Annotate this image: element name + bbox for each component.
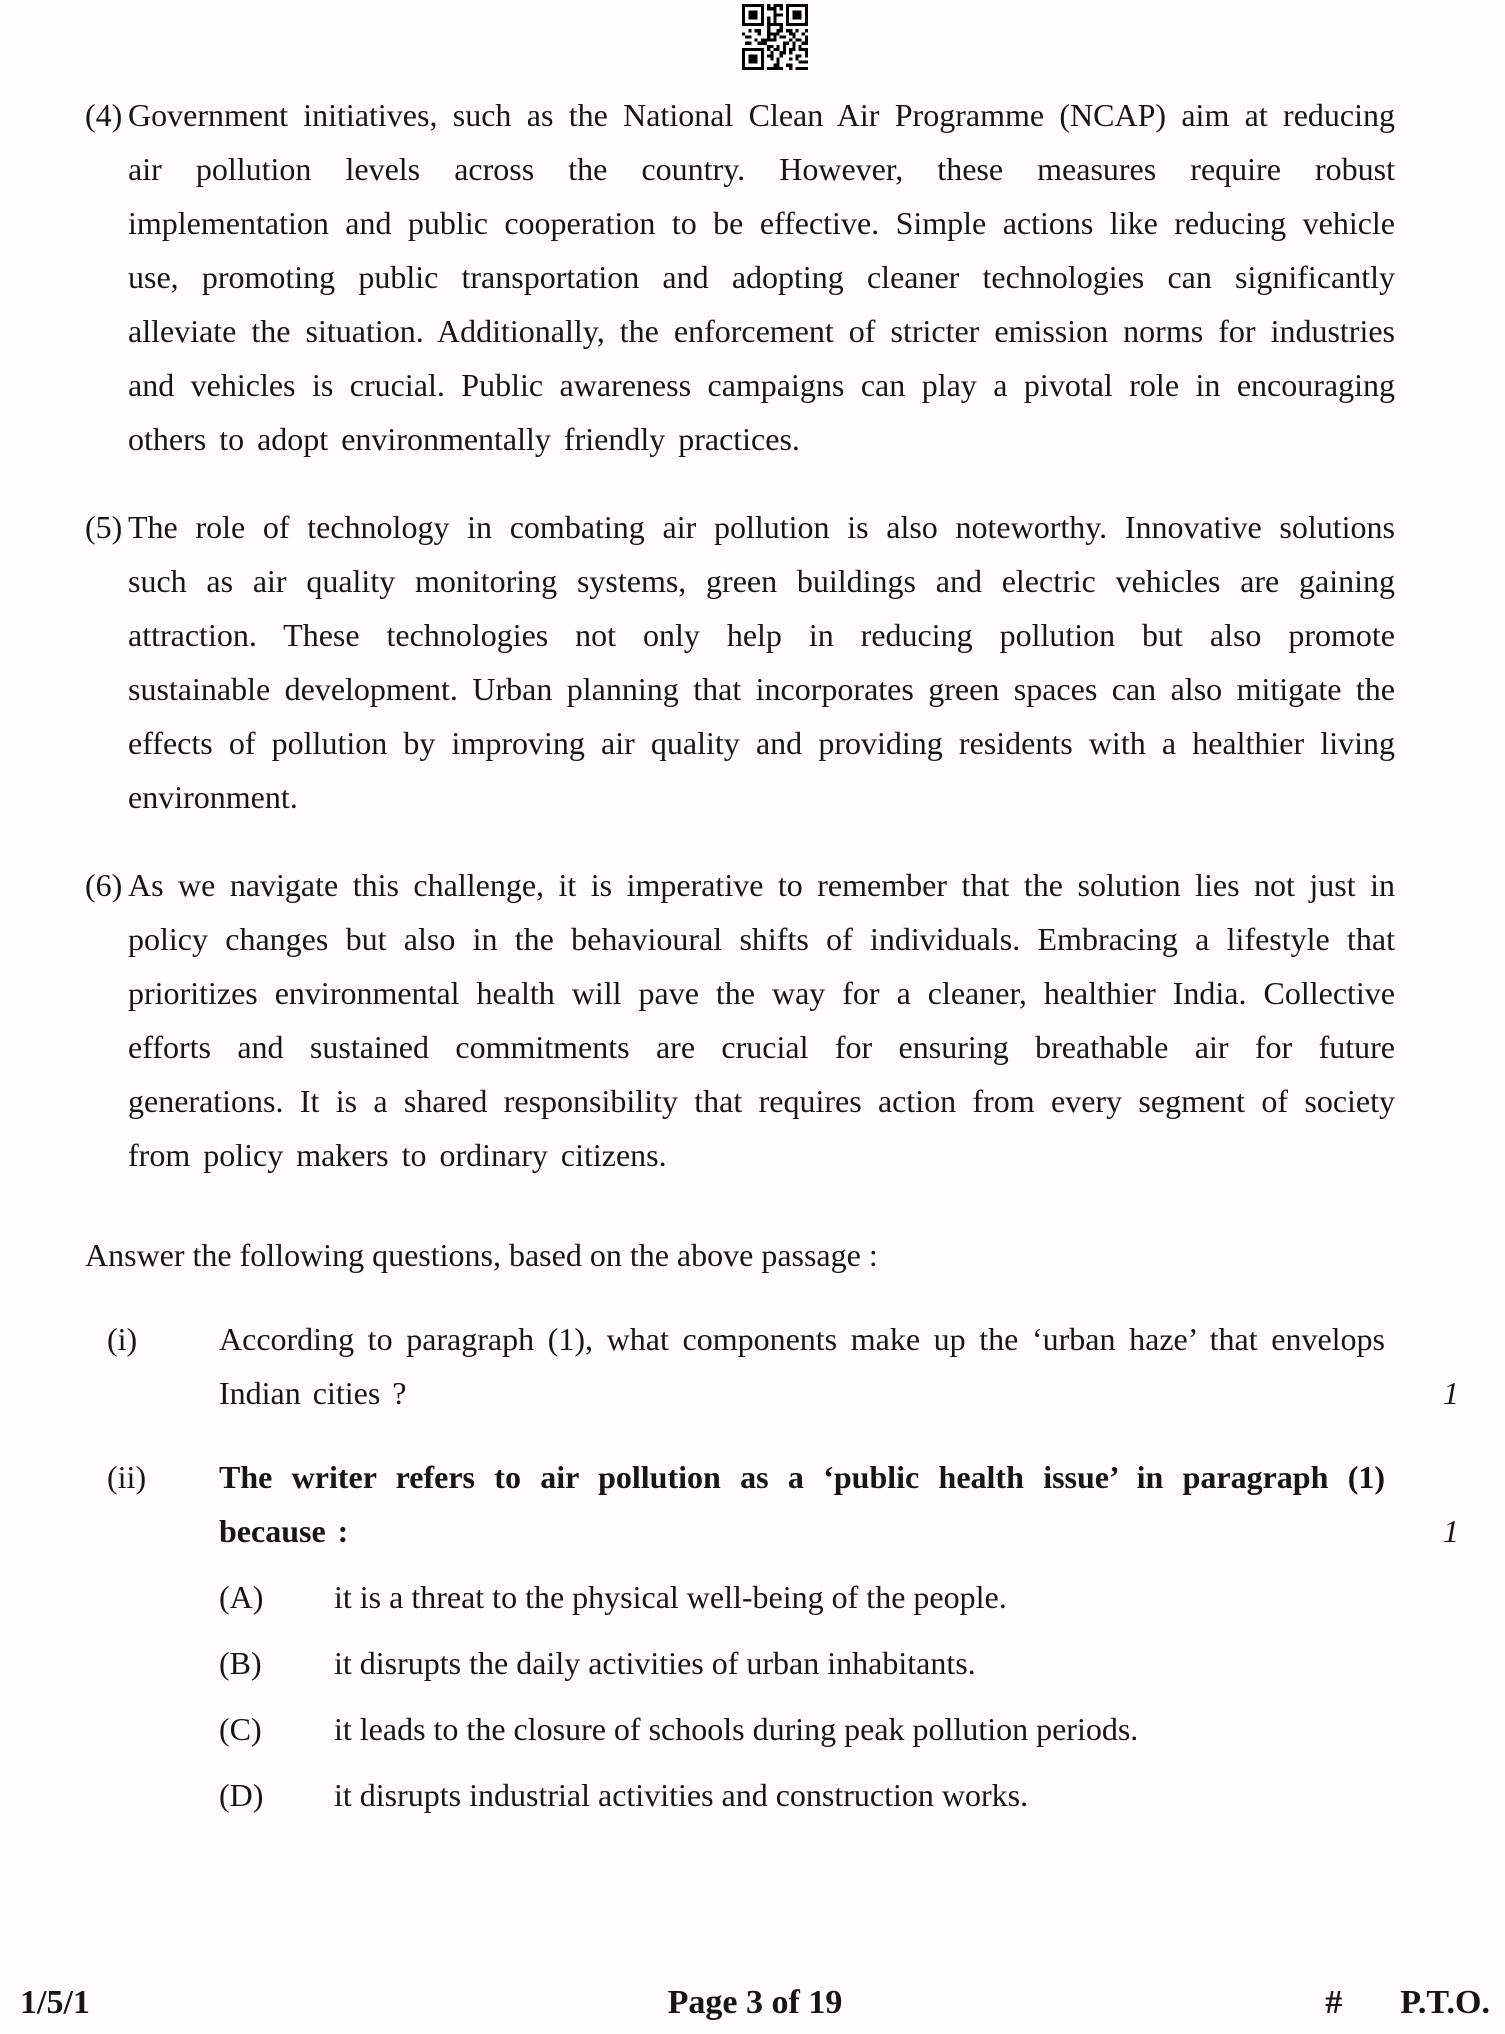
option-a: [219, 1570, 1425, 1624]
marks-value: 1: [1443, 1513, 1459, 1549]
question-i: [107, 1312, 1465, 1420]
option-text: it disrupts industrial activities and construction works.: [334, 1777, 1029, 1813]
option-label: (C): [219, 1711, 262, 1747]
option-c: [219, 1702, 1425, 1756]
option-text: it leads to the closure of schools during peak pollution periods.: [334, 1711, 1139, 1747]
answer-instruction: Answer the following questions, based on the above passage :: [85, 1237, 878, 1273]
paragraph-text: Government initiatives, such as the National Clean Air Programme (NCAP) aim at reducing air pollution levels across the country. However, these measures require robust implementation and public cooperation to be effective. Simple actions like reducing vehicle use, promoting public transportation and adopting cleaner technologies can significantly alleviate the situation. Additionally, the enforcement of stricter emission norms for industries and vehicles is crucial. Public awareness campaigns can play a pivotal role in encouraging others to adopt environmentally friendly practices.: [128, 97, 1395, 457]
pto-label: P.T.O.: [1400, 1984, 1490, 2021]
option-label: (A): [219, 1579, 264, 1615]
question-number: (ii): [107, 1459, 147, 1495]
passage-paragraph-6: [85, 858, 1395, 1182]
marks-value: 1: [1443, 1375, 1459, 1411]
question-text: According to paragraph (1), what components make up the ‘urban haze’ that envelops Indian cities ?: [219, 1321, 1385, 1411]
question-number: (i): [107, 1321, 138, 1357]
hash-mark: #: [1325, 1984, 1343, 2021]
paragraph-text: The role of technology in combating air pollution is also noteworthy. Innovative solutions such as air quality monitoring systems, green buildings and electric vehicles are gaining attraction. These technologies not only help in reducing pollution but also promote sustainable development. Urban planning that incorporates green spaces can also mitigate the effects of pollution by improving air quality and providing residents with a healthier living environment.: [128, 509, 1395, 815]
option-label: (D): [219, 1777, 264, 1813]
paragraph-number: (5): [85, 509, 123, 545]
question-text: The writer refers to air pollution as a ‘public health issue’ in paragraph (1) because :: [219, 1459, 1385, 1549]
question-ii: [107, 1450, 1465, 1558]
qr-code-icon: [741, 4, 809, 70]
option-d: [219, 1768, 1425, 1822]
paragraph-number: (4): [85, 97, 123, 133]
option-b: [219, 1636, 1425, 1690]
option-label: (B): [219, 1645, 262, 1681]
page-indicator: Page 3 of 19: [667, 1984, 843, 2021]
question-ii-options: [219, 1570, 1425, 1822]
passage-paragraph-4: [85, 88, 1395, 466]
option-text: it is a threat to the physical well-being of the people.: [334, 1579, 1007, 1615]
paragraph-text: As we navigate this challenge, it is imperative to remember that the solution lies not just in policy changes but also in the behavioural shifts of individuals. Embracing a lifestyle that prioritizes environmental health will pave the way for a cleaner, healthier India. Collective efforts and sustained commitments are crucial for ensuring breathable air for future generations. It is a shared responsibility that requires action from every segment of society from policy makers to ordinary citizens.: [128, 867, 1395, 1173]
option-text: it disrupts the daily activities of urban inhabitants.: [334, 1645, 976, 1681]
paper-code: 1/5/1: [20, 1984, 90, 2021]
page-footer: [20, 1984, 1490, 2022]
paragraph-number: (6): [85, 867, 123, 903]
passage-paragraph-5: [85, 500, 1395, 824]
qr-code-image: [741, 4, 809, 70]
passage: [85, 88, 1465, 1182]
